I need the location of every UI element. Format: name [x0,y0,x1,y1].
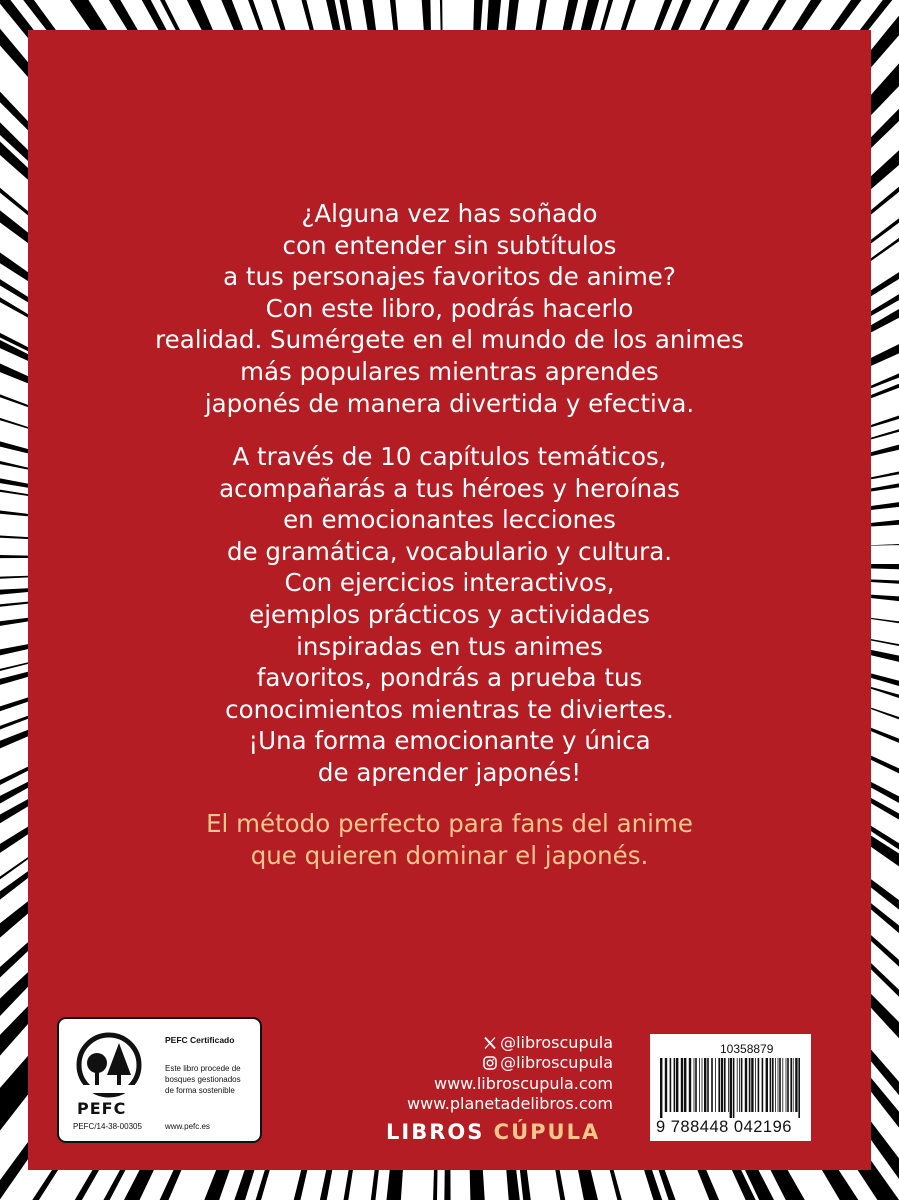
barcode-bar [724,1058,726,1112]
barcode-bar [778,1058,779,1112]
barcode-bar [674,1058,676,1112]
pefc-logo-text: PEFC [77,1099,127,1118]
pefc-description-line: de forma sostenible [165,1086,235,1095]
barcode-bar [745,1058,747,1112]
barcode-bar [751,1058,753,1112]
barcode-bar [718,1058,720,1112]
barcode-bar [733,1058,735,1118]
barcode-bar [793,1058,794,1112]
publisher-logo [386,1120,600,1144]
blurb-line: ¡Una forma emocionante y única [248,726,651,756]
planeta-website: www.planetadelibros.com [407,1094,613,1113]
blurb-line: Con ejercicios interactivos, [284,568,615,598]
barcode-bar [782,1058,783,1112]
barcode-bar [775,1058,776,1112]
barcode-bar [772,1058,774,1112]
blurb-line: A través de 10 capítulos temáticos, [232,442,667,471]
barcode-bar [711,1058,713,1112]
pefc-website: www.pefc.es [165,1122,210,1131]
blurb-line: Con este libro, podrás hacerlo [265,293,634,323]
barcode-bar [702,1058,703,1112]
barcode-bar [715,1058,716,1112]
publisher-logo-libros: LIBROS [386,1120,485,1144]
barcode-bar [749,1058,751,1112]
blurb-line: de gramática, vocabulario y cultura. [226,536,673,566]
blurb-line: conocimientos mientras te diviertes. [225,694,674,724]
x-icon [483,1036,497,1050]
blurb-line: japonés de manera divertida y efectiva. [204,388,695,418]
barcode-bar [766,1058,768,1112]
barcode-bar [779,1058,781,1112]
pefc-code: PEFC/14-38-00305 [73,1122,142,1131]
barcode-bar [681,1058,683,1112]
barcode-bar [730,1058,732,1118]
barcode-bar [694,1058,695,1112]
blurb-line: de aprender japonés! [317,757,582,787]
barcode-bar [790,1058,792,1112]
pefc-trees-icon [69,1029,149,1109]
blurb-line: ¿Alguna vez has soñado [301,199,598,228]
blurb-line: más populares mientras aprendes [240,356,659,386]
isbn-barcode [650,1034,811,1141]
blurb-paragraph-2 [0,441,899,789]
publisher-website: www.libroscupula.com [433,1074,613,1093]
blurb-line: inspiradas en tus animes [296,631,603,661]
instagram-handle: @libroscupula [500,1053,613,1072]
barcode-bar [770,1058,772,1112]
pefc-description-line: Este libro procede de [165,1064,241,1073]
barcode-bar [721,1058,723,1112]
barcode-bar [689,1058,691,1112]
isbn-digits: 9 788448 042196 [656,1118,792,1136]
barcode-bar [665,1058,667,1112]
barcode-bar [704,1058,706,1112]
blurb-line: ejemplos prácticos y actividades [249,599,650,629]
pefc-title: PEFC Certificado [165,1035,235,1045]
blurb-line: en emocionantes lecciones [283,505,616,535]
barcode-bar [741,1058,743,1112]
twitter-handle-row [483,1034,613,1052]
barcode-bar [755,1058,756,1112]
barcode-bar [670,1058,672,1112]
barcode-bar [795,1058,797,1112]
barcode-bar [684,1058,686,1112]
twitter-handle: @libroscupula [500,1033,613,1052]
barcode-bar [699,1058,700,1112]
blurb-line: a tus personajes favoritos de anime? [223,262,676,292]
barcode-bar [786,1058,787,1112]
tagline-line: que quieren dominar el japonés. [250,840,649,870]
blurb-line: realidad. Sumérgete en el mundo de los animes [155,325,744,355]
barcode-bar [787,1058,789,1112]
instagram-handle-row [483,1054,613,1072]
barcode-bar [728,1058,729,1112]
tagline-line: El método perfecto para fans del anime [206,809,693,838]
barcode-bar [660,1058,662,1118]
blurb-line: con entender sin subtítulos [282,230,617,260]
blurb-paragraph-1 [0,198,899,419]
barcode-bar [758,1058,760,1112]
barcode-bar [737,1058,738,1112]
barcode-bar [676,1058,678,1112]
barcode-bar [695,1058,697,1112]
internal-code: 10358879 [720,1042,774,1056]
instagram-icon [483,1056,497,1070]
barcode-bars [660,1058,803,1118]
blurb-line: acompañarás a tus héroes y heroínas [219,473,680,503]
tagline [0,808,899,871]
publisher-logo-cupula: CÚPULA [493,1120,601,1144]
barcode-bar [762,1058,764,1112]
pefc-description [165,1063,241,1096]
barcode-bar [798,1058,800,1118]
pefc-description-line: bosques gestionados [165,1075,241,1084]
blurb-line: favoritos, pondrás a prueba tus [256,663,643,693]
barcode-bar [707,1058,709,1112]
pefc-certification-box [57,1017,262,1143]
barcode-bar [739,1058,740,1112]
